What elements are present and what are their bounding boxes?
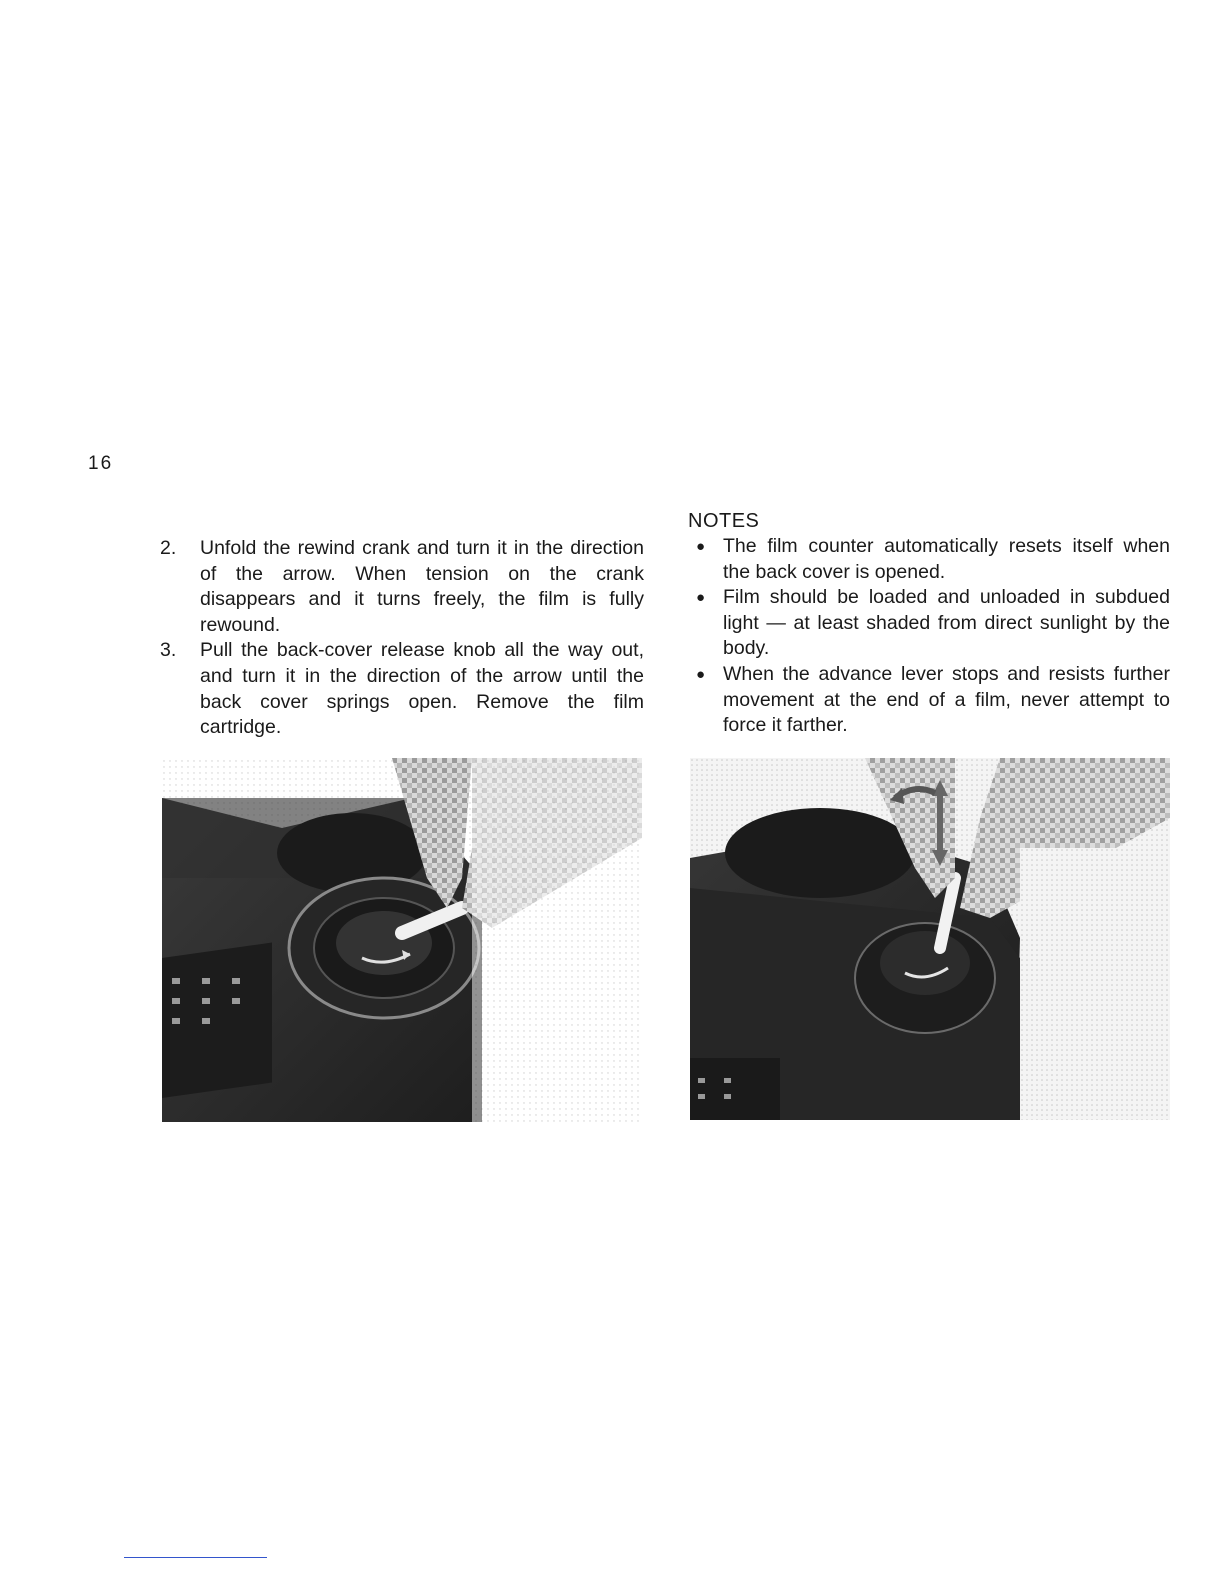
step-number: 3. <box>160 639 177 662</box>
rewind-crank-illustration <box>162 758 642 1122</box>
note-item <box>688 534 1170 585</box>
step-number: 2. <box>160 537 177 559</box>
notes-heading: NOTES <box>688 510 760 532</box>
step-text: Unfold the rewind crank and turn it in the direction of the arrow. When tension on the crank disappears and it turns freely, the film is fully rewound. <box>200 537 644 636</box>
step-3 <box>160 638 644 740</box>
bullet-icon: ● <box>696 589 706 607</box>
rewind-crank-photo <box>162 758 642 1122</box>
advance-lever-photo <box>690 758 1170 1120</box>
note-item <box>688 662 1170 739</box>
note-text: Film should be loaded and unloaded in subdued light — at least shaded from direct sunlight by the body. <box>723 586 1170 660</box>
bullet-icon: ● <box>696 538 706 555</box>
advance-lever-illustration <box>690 758 1170 1120</box>
instructions-column <box>160 536 644 741</box>
note-item <box>688 585 1170 662</box>
notes-column <box>688 509 1170 739</box>
step-text: Pull the back-cover release knob all the way out, and turn it in the direction of the arrow until the back cover springs open. Remove the film cartridge. <box>200 639 644 739</box>
step-2 <box>160 536 644 638</box>
footer-rule <box>124 1557 267 1558</box>
bullet-icon: ● <box>696 665 706 683</box>
page-number: 16 <box>88 453 114 474</box>
note-text: The film counter automatically resets itself when the back cover is opened. <box>723 535 1170 583</box>
note-text: When the advance lever stops and resists further movement at the end of a film, never attempt to force it farther. <box>723 662 1170 737</box>
